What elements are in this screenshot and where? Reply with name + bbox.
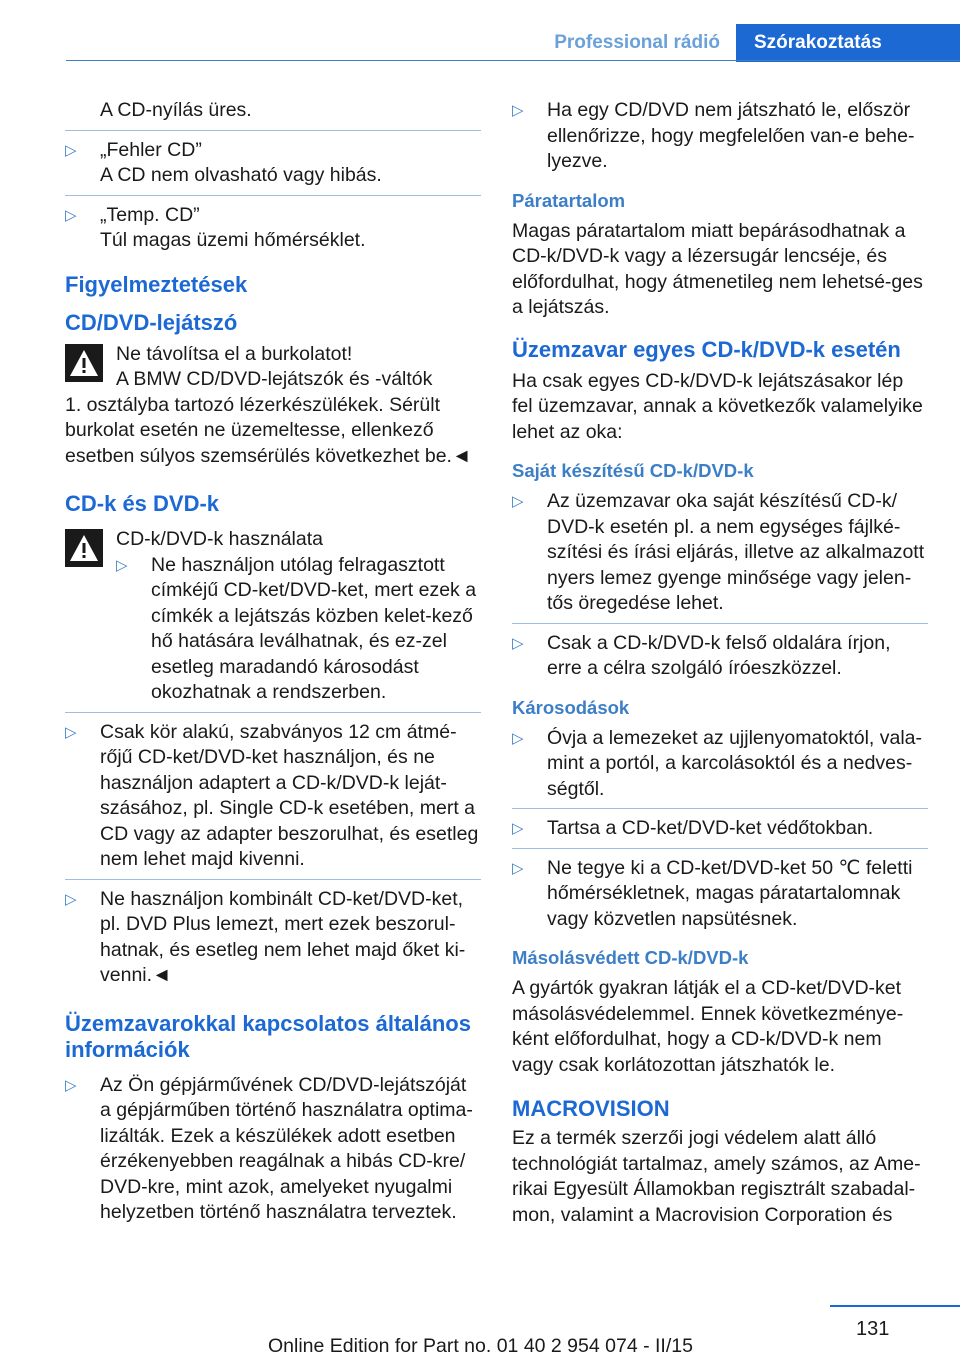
warning-lead: CD-k/DVD-k használata: [116, 528, 323, 550]
bullet-triangle-icon: ▷: [65, 206, 77, 224]
warning-lead: Ne távolítsa el a burkolatot!: [116, 342, 353, 365]
warning-block: [65, 527, 481, 706]
divider: [512, 623, 928, 624]
bullet-triangle-icon: ▷: [512, 634, 524, 652]
list-item: [65, 887, 481, 989]
list-item-text: Ha egy CD/DVD nem játszható le, először ellenőrizze, hogy megfelelően van-e behe-lyezve.: [547, 99, 915, 172]
section-heading: CD/DVD-lejátszó: [65, 309, 238, 335]
header-section-tab[interactable]: Professional rádió: [554, 32, 720, 53]
subsection-heading: Saját készítésű CD-k/DVD-k: [512, 460, 754, 481]
footer-edition: Online Edition for Part no. 01 40 2 954 074 - II/15: [268, 1335, 693, 1357]
section-heading: Üzemzavar egyes CD-k/DVD-k esetén: [512, 336, 901, 362]
list-item-text: Csak a CD-k/DVD-k felső oldalára írjon, erre a célra szolgáló íróeszközzel.: [547, 631, 891, 679]
subsection-heading: Másolásvédett CD-k/DVD-k: [512, 947, 749, 968]
paragraph: Ha csak egyes CD-k/DVD-k lejátszásakor lép fel üzemzavar, annak a következők valamelyike lehet az oka:: [512, 369, 923, 443]
bullet-triangle-icon: ▷: [116, 556, 128, 574]
list-item-text: Ne használjon kombinált CD-ket/DVD-ket, pl. DVD Plus lemezt, mert ezek beszorul-hatnak, és esetleg nem lehet majd őket ki-venni.◄: [100, 887, 466, 986]
list-item-text: Ne használjon utólag felragasztott címkéjű CD-ket/DVD-ket, mert ezek a címkék a lejátszás közben kelet-kező hő hatására leválhatnak, és ez-zel esetleg maradandó károsodást okozhatnak a rendszerben.: [151, 553, 477, 703]
bullet-triangle-icon: ▷: [65, 723, 77, 741]
list-item-text: Az Ön gépjárművének CD/DVD-lejátszóját a gépjárműben történő használatra optima-lizálták. Ezek a készülékek adott esetben érzékenyebben reagálnak a hibás CD-kre/ DVD-kre, mint azok, amelyeket nyugalmi helyzetben történő használatra terveztek.: [100, 1073, 473, 1223]
list-item: [512, 726, 928, 803]
warning-block: [65, 342, 481, 470]
bullet-triangle-icon: ▷: [65, 1076, 77, 1094]
list-item: [512, 631, 928, 682]
list-item-title: „Fehler CD”: [100, 138, 202, 161]
divider: [65, 130, 481, 131]
list-item: [65, 203, 481, 254]
bullet-triangle-icon: ▷: [512, 729, 524, 747]
paragraph: Ez a termék szerzői jogi védelem alatt álló technológiát tartalmaz, amely számos, az Ame-rikai Egyesült Államokban regisztrált szabadal-mon, valamint a Macrovision Corporation és: [512, 1127, 921, 1226]
divider: [65, 195, 481, 196]
warning-text: A BMW CD/DVD-lejátszók és -váltók: [116, 368, 433, 390]
list-item: [116, 553, 481, 706]
list-item: [65, 720, 481, 873]
list-item-text: Túl magas üzemi hőmérséklet.: [100, 229, 366, 251]
right-column: [512, 98, 928, 1232]
list-item-text: Ne tegye ki a CD-ket/DVD-ket 50 ℃ feletti hőmérsékletnek, magas páratartalomnak vagy közvetlen napsütésnek.: [547, 856, 913, 930]
header-chapter-tab[interactable]: Szórakoztatás: [736, 24, 960, 62]
warning-icon: [65, 529, 103, 567]
bullet-triangle-icon: ▷: [512, 859, 524, 877]
list-item-text: Az üzemzavar oka saját készítésű CD-k/ DVD-k esetén pl. a nem egységes fájlké-szítési és írási eljárás, illetve az alkalmazott nyers lemez gyenge minősége vagy jelen-tős öregedése lehet.: [547, 490, 925, 614]
list-item: [512, 856, 928, 933]
paragraph: Magas páratartalom miatt bepárásodhatnak a CD-k/DVD-k vagy a lézersugár lencséje, és előfordulhat, hogy átmenetileg nem lehetsé-ges a lejátszás.: [512, 219, 923, 318]
bullet-triangle-icon: ▷: [512, 493, 524, 510]
header-rule: [66, 60, 960, 61]
warning-text: 1. osztályba tartozó lézerkészülékek. Sérült burkolat esetén ne üzemeltesse, ellenkező esetben súlyos szemsérülés következhet be.◄: [65, 393, 472, 467]
left-column: [65, 98, 481, 1226]
list-item: [512, 489, 928, 617]
bullet-triangle-icon: ▷: [512, 102, 524, 119]
bullet-triangle-icon: ▷: [65, 141, 77, 159]
bullet-triangle-icon: ▷: [65, 890, 77, 908]
list-item-text: Csak kör alakú, szabványos 12 cm átmé-rőjű CD-ket/DVD-ket használjon, és ne használjon adaptert a CD-k/DVD-k leját-szásához, pl. Single CD-k esetében, mert a CD vagy az adapter beszorulhat, és esetleg nem lehet majd kivenni.: [100, 720, 479, 870]
page-number: 131: [856, 1318, 890, 1340]
divider: [512, 808, 928, 809]
divider: [65, 879, 481, 880]
section-heading: MACROVISION: [512, 1096, 670, 1121]
section-heading: Üzemzavarokkal kapcsolatos általános információk: [65, 1010, 471, 1062]
paragraph: A CD-nyílás üres.: [100, 99, 252, 121]
list-item: [65, 138, 481, 189]
list-item-text: Óvja a lemezeket az ujjlenyomatoktól, vala-mint a portól, a karcolásoktól és a nedves-ségtől.: [547, 726, 923, 800]
list-item-text: A CD nem olvasható vagy hibás.: [100, 164, 382, 186]
footer-rule: [830, 1305, 960, 1307]
bullet-triangle-icon: ▷: [512, 820, 524, 837]
subsection-heading: Károsodások: [512, 696, 630, 718]
list-item-title: „Temp. CD”: [100, 203, 200, 226]
list-item-text: Tartsa a CD-ket/DVD-ket védőtokban.: [547, 817, 874, 839]
section-heading: CD-k és DVD-k: [65, 491, 220, 516]
list-item: [512, 816, 928, 842]
list-item: [512, 98, 928, 175]
list-item: [65, 1073, 481, 1226]
section-heading: Figyelmeztetések: [65, 271, 248, 297]
divider: [65, 712, 481, 713]
divider: [512, 848, 928, 849]
subsection-heading: Páratartalom: [512, 189, 626, 211]
warning-icon: [65, 344, 103, 382]
paragraph: A gyártók gyakran látják el a CD-ket/DVD-ket másolásvédelemmel. Ennek következménye-ként előfordulhat, hogy a CD-k/DVD-k nem vagy csak korlátozottan játszhatók le.: [512, 977, 904, 1076]
